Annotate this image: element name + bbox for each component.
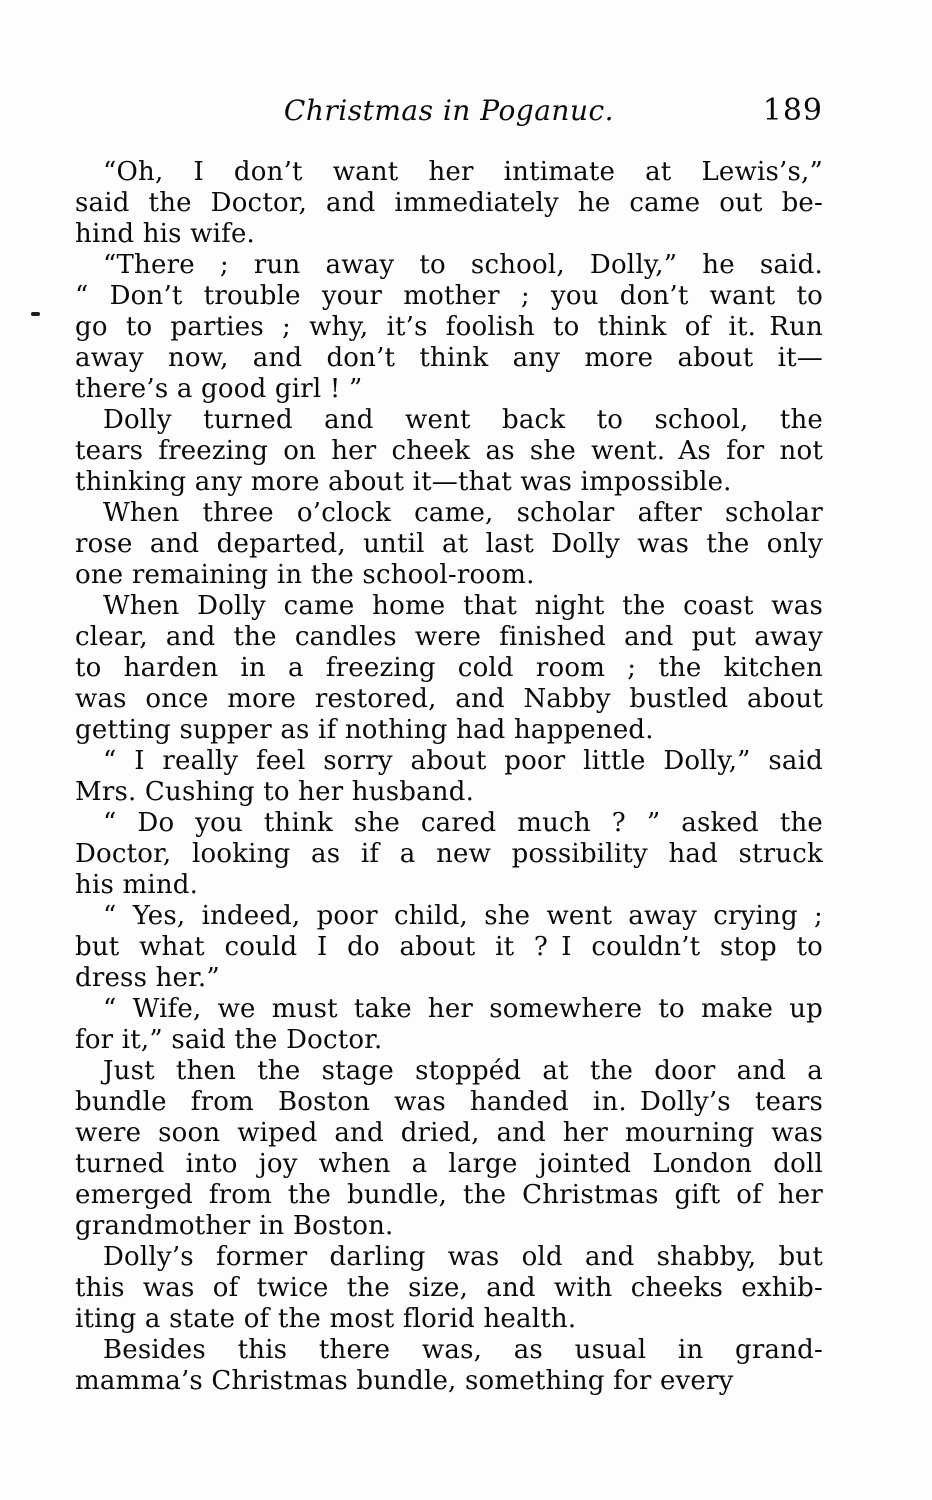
text-line: said the Doctor, and immediately he came out be- [75, 188, 823, 218]
paragraph [75, 405, 823, 498]
paragraph [75, 808, 823, 901]
page-header [75, 93, 823, 129]
text-line: go to parties ; why, it’s foolish to think of it. Run [75, 312, 823, 342]
paragraph [75, 250, 823, 405]
text-line: hind his wife. [75, 219, 256, 249]
text-line: thinking any more about it—that was impossible. [75, 467, 732, 497]
page-content [75, 93, 823, 1397]
text-line: When three o’clock came, scholar after scholar [103, 498, 823, 528]
text-line: iting a state of the most florid health. [75, 1304, 577, 1334]
text-line: mamma’s Christmas bundle, something for every [75, 1366, 734, 1396]
text-line: emerged from the bundle, the Christmas gift of her [75, 1180, 823, 1210]
text-line: grandmother in Boston. [75, 1211, 394, 1241]
text-line: Dolly turned and went back to school, the [103, 405, 823, 435]
text-line: tears freezing on her cheek as she went. As for not [75, 436, 823, 466]
paragraph [75, 157, 823, 250]
text-line: “ Yes, indeed, poor child, she went away crying ; [103, 901, 823, 931]
paragraph [75, 1335, 823, 1397]
text-line: bundle from Boston was handed in. Dolly’s tears [75, 1087, 823, 1117]
text-line: one remaining in the school-room. [75, 560, 535, 590]
text-line: were soon wiped and dried, and her mourning was [75, 1118, 823, 1148]
text-line: this was of twice the size, and with cheeks exhib- [75, 1273, 823, 1303]
body-text [75, 157, 823, 1397]
text-line: to harden in a freezing cold room ; the kitchen [75, 653, 823, 683]
ink-speck [31, 312, 40, 316]
text-line: “There ; run away to school, Dolly,” he said. [103, 250, 823, 280]
text-line: Doctor, looking as if a new possibility had struck [75, 839, 823, 869]
text-line: but what could I do about it ? I couldn’t stop to [75, 932, 823, 962]
paragraph [75, 901, 823, 994]
text-line: “ I really feel sorry about poor little Dolly,” said [103, 746, 823, 776]
paragraph [75, 1242, 823, 1335]
text-line: “Oh, I don’t want her intimate at Lewis’s,” [103, 157, 823, 187]
text-line: Just then the stage stoppéd at the door and a [103, 1056, 823, 1086]
text-line: “ Don’t trouble your mother ; you don’t want to [75, 281, 823, 311]
paragraph [75, 994, 823, 1056]
paragraph [75, 746, 823, 808]
text-line: Mrs. Cushing to her husband. [75, 777, 475, 807]
paragraph [75, 1056, 823, 1242]
text-line: “ Do you think she cared much ? ” asked the [103, 808, 823, 838]
text-line: Dolly’s former darling was old and shabby, but [103, 1242, 823, 1272]
text-line: getting supper as if nothing had happened. [75, 715, 654, 745]
text-line: away now, and don’t think any more about it— [75, 343, 823, 373]
page-number: 189 [762, 93, 823, 128]
text-line: clear, and the candles were finished and put away [75, 622, 823, 652]
text-line: was once more restored, and Nabby bustled about [75, 684, 823, 714]
text-line: “ Wife, we must take her somewhere to make up [103, 994, 823, 1024]
running-title: Christmas in Poganuc. [283, 94, 615, 127]
paragraph [75, 498, 823, 591]
text-line: there’s a good girl ! ” [75, 374, 363, 404]
text-line: Besides this there was, as usual in grand- [103, 1335, 823, 1365]
text-line: his mind. [75, 870, 199, 900]
paragraph [75, 591, 823, 746]
text-line: dress her.” [75, 963, 220, 993]
text-line: for it,” said the Doctor. [75, 1025, 383, 1055]
text-line: When Dolly came home that night the coast was [103, 591, 823, 621]
text-line: rose and departed, until at last Dolly was the only [75, 529, 823, 559]
text-line: turned into joy when a large jointed London doll [75, 1149, 823, 1179]
